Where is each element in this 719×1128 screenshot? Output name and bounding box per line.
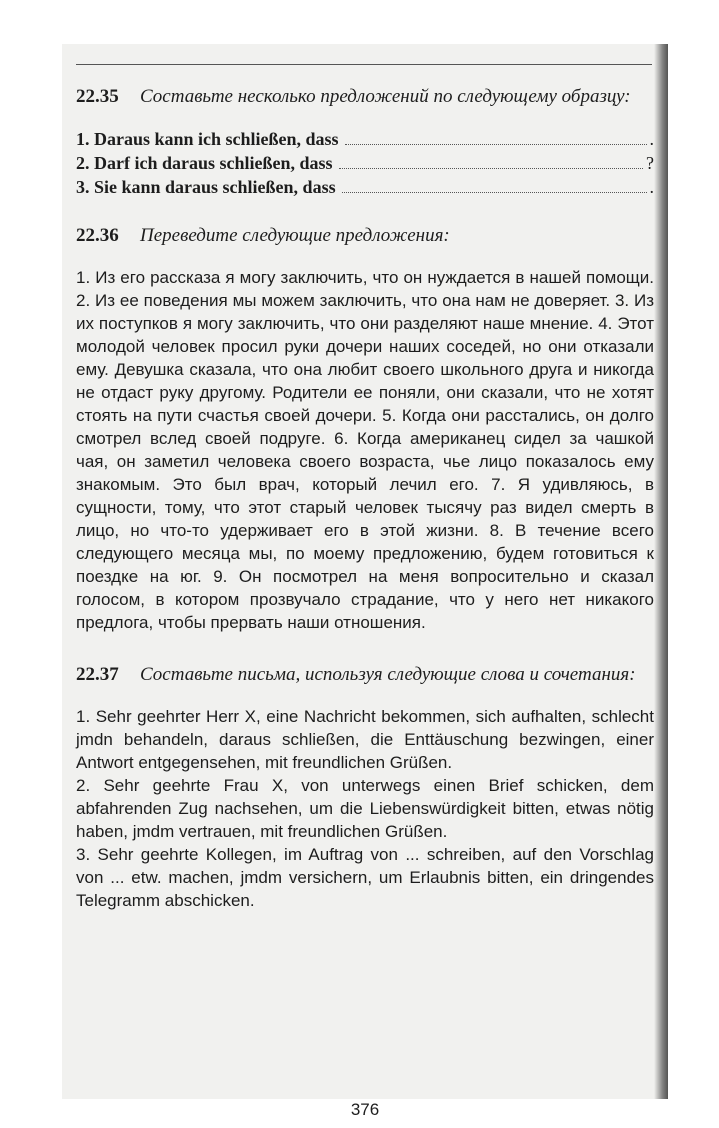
sample-sentence xyxy=(76,151,654,175)
sample-text: 3. Sie kann daraus schließen, dass xyxy=(76,177,336,197)
letter-item: 3. Sehr geehrte Kollegen, im Auftrag von ... schreiben, auf den Vorschlag von ... etw. machen, jmdm versichern, um Erlaubnis bitten, ein dringendes Telegramm abschicken. xyxy=(76,845,654,910)
book-page xyxy=(62,44,668,1119)
letter-item: 1. Sehr geehrter Herr X, eine Nachricht bekommen, sich aufhalten, schlecht jmdn behandeln, daraus schließen, die Enttäuschung bezwingen, einer Antwort entgegensehen, mit freundlichen Grüßen. xyxy=(76,707,654,772)
exercise-instruction: Составьте письма, используя следующие слова и сочетания: xyxy=(140,664,636,685)
top-rule xyxy=(76,64,652,65)
exercise-number: 22.36 xyxy=(76,225,119,246)
letter-item: 2. Sehr geehrte Frau X, von unterwegs einen Brief schicken, dem abfahrenden Zug nachsehen, um die Liebenswürdigkeit bitten, etwas nötig haben, jmdm vertrauen, mit freundlichen Grüßen. xyxy=(76,776,654,841)
sample-end: . xyxy=(649,177,654,197)
dotted-leader xyxy=(342,192,647,193)
page-edge-shadow xyxy=(654,44,668,1099)
sample-text: 1. Daraus kann ich schließen, dass xyxy=(76,129,339,149)
exercise-22-36-heading xyxy=(76,223,654,248)
dotted-leader xyxy=(339,168,643,169)
exercise-number: 22.35 xyxy=(76,86,119,107)
exercise-number: 22.37 xyxy=(76,664,119,685)
exercise-22-37-heading xyxy=(76,662,654,687)
exercise-instruction: Составьте несколько предложений по следующему образцу: xyxy=(140,86,631,107)
dotted-leader xyxy=(345,144,647,145)
sample-sentence xyxy=(76,175,654,199)
sample-end: ? xyxy=(646,153,654,173)
page-number: 376 xyxy=(350,1100,380,1119)
sample-sentence xyxy=(76,127,654,151)
page-content xyxy=(76,84,654,1119)
exercise-22-36-text: 1. Из его рассказа я могу заключить, что он нуждается в нашей помощи. 2. Из ее поведения мы можем заключить, что она нам не доверяет. 3. Из их поступков я могу заключить, что они разделяют наше мнение. 4. Этот молодой человек просил руки дочери наших соседей, но они отказали ему. Девушка сказала, что она любит своего школьного друга и никогда не отдаст руку другому. Родители ее поняли, они сказали, что не хотят стоять на пути счастья своей дочери. 5. Когда они расстались, он долго смотрел вслед своей подруге. 6. Когда американец сидел за чашкой чая, он заметил человека своего возраста, чье лицо показалось ему знакомым. Это был врач, который лечил его. 7. Я удивляюсь, в сущности, тому, что этот старый человек тысячу раз видел смерть в лицо, но что-то удерживает его в этой жизни. 8. В течение всего следующего месяца мы, по моему предложению, будем готовиться к поездке на юг. 9. Он посмотрел на меня вопросительно и сказал голосом, в котором прозвучало страдание, что у него нет никакого предлога, чтобы прервать наши отношения. xyxy=(76,268,654,632)
sample-sentences xyxy=(76,127,654,199)
exercise-instruction: Переведите следующие предложения: xyxy=(140,225,450,246)
sample-text: 2. Darf ich daraus schließen, dass xyxy=(76,153,333,173)
sample-end: . xyxy=(649,129,654,149)
exercise-22-35-heading xyxy=(76,84,654,109)
exercise-22-37-items xyxy=(76,705,654,912)
